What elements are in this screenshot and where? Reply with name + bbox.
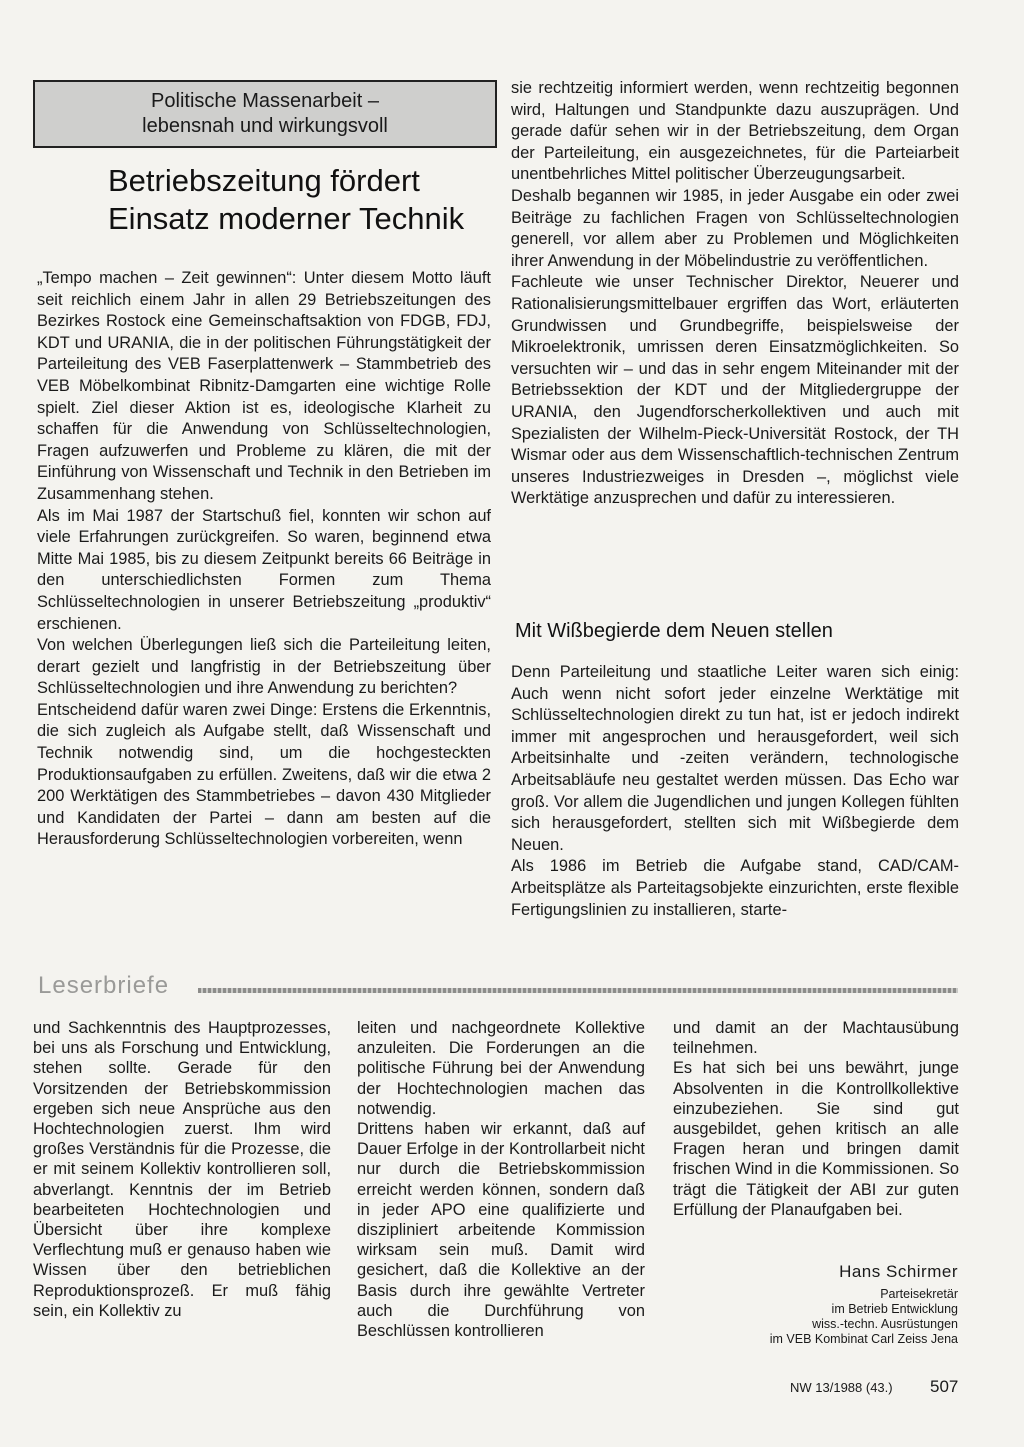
article-headline (108, 162, 508, 238)
paragraph: Entscheidend dafür waren zwei Dinge: Erstens die Erkenntnis, die sich zugleich als Aufgabe stellt, daß Wissenschaft und Technik notwendig sind, um die hochgesteckten Produktionsaufgaben zu erfüllen. Zweitens, daß wir die etwa 2 200 Werktätigen des Stammbetriebes – davon 430 Mitglieder und Kandidaten der Partei – dann am besten auf die Herausforderung Schlüsseltechnologien vorbereiten, wenn (37, 700, 491, 849)
paragraph: Fachleute wie unser Technischer Direktor, Neuerer und Rationalisierungsmittelbauer ergriffen das Wort, erläuterten Grundwissen und Grundbegriffe, beispielsweise der Mikroelektronik, umrissen deren Einsatzmöglichkeiten. So versuchten wir – und das in sehr engem Miteinander mit der Betriebssektion der KDT und der Mitgliedergruppe der URANIA, den Jugendforscherkollektiven und auch mit Spezialisten der Wilhelm-Pieck-Universität Rostock, der TH Wismar oder aus dem Wissenschaftlich-technischen Zentrum unseres Industriezweiges in Dresden –, möglichst viele Werktätige anzusprechen und dafür zu interessieren. (511, 273, 959, 508)
kicker-line-2: lebensnah und wirkungsvoll (142, 115, 388, 137)
paragraph: Von welchen Überlegungen ließ sich die Parteileitung leiten, derart gezielt und langfristig in der Betriebszeitung über Schlüsseltechnologien und ihre Anwendung zu berichten? (37, 636, 491, 698)
issue-reference: NW 13/1988 (43.) (790, 1380, 893, 1395)
paragraph: Es hat sich bei uns bewährt, junge Absolventen in die Kontrollkollektive einzubeziehen. Sie sind gut ausgebildet, gehen kritisch an alle Fragen heran und bringen damit frischen Wind in die Kommissionen. So trägt die Tätigkeit der ABI zur guten Erfüllung der Planaufgaben bei. (673, 1059, 959, 1219)
leserbriefe-title: Leserbriefe (38, 972, 170, 999)
signature-dept: im Betrieb Entwicklung (831, 1302, 958, 1316)
paragraph: sie rechtzeitig informiert werden, wenn rechtzeitig begonnen wird, Haltungen und Standpunkte dazu auszuprägen. Und gerade dafür sehen wir in der Betriebszeitung, dem Organ der Parteileitung, ein ausgezeichnetes, für die Parteiarbeit unentbehrliches Mittel politischer Überzeugungsarbeit. (511, 79, 959, 184)
kicker-line-1: Politische Massenarbeit – (151, 90, 379, 112)
article-column-left (37, 268, 491, 851)
section-divider (198, 988, 958, 993)
signature-name: Hans Schirmer (839, 1262, 958, 1281)
page-number: 507 (930, 1377, 959, 1396)
paragraph: und damit an der Machtausübung teilnehmen. (673, 1019, 959, 1058)
article-column-right-lower (511, 662, 959, 921)
headline-line-1: Betriebszeitung fördert (108, 163, 420, 198)
signature-org: im VEB Kombinat Carl Zeiss Jena (769, 1332, 958, 1346)
signature-role: Parteisekretär (880, 1287, 958, 1301)
letter-column-1 (33, 1018, 331, 1321)
paragraph: Denn Parteileitung und staatliche Leiter waren sich einig: Auch wenn nicht sofort jeder einzelne Werktätige mit Schlüsseltechnologien direkt zu tun hat, ist er jedoch indirekt immer mit angesprochen und herausgefordert, weil sich Arbeitsinhalte und -zeiten verändern, technologische Arbeitsabläufe neu gestaltet werden müssen. Das Echo war groß. Vor allem die Jugendlichen und jungen Kollegen fühlten sich herausgefordert, stellten sich mit Wißbegierde dem Neuen. (511, 663, 959, 854)
paragraph: leiten und nachgeordnete Kollektive anzuleiten. Die Forderungen an die politische Führung bei der Anwendung der Hochtechnologien machen das notwendig. (357, 1019, 645, 1118)
paragraph: Deshalb begannen wir 1985, in jeder Ausgabe ein oder zwei Beiträge zu fachlichen Fragen von Schlüsseltechnologien generell, vor allem aber zu Problemen und Möglichkeiten ihrer Anwendung in der Möbelindustrie zu veröffentlichen. (511, 186, 959, 270)
paragraph: Als 1986 im Betrieb die Aufgabe stand, CAD/CAM-Arbeitsplätze als Parteitagsobjekte einzurichten, erste flexible Fertigungslinien zu installieren, starte- (511, 857, 959, 919)
paragraph: Als im Mai 1987 der Startschuß fiel, konnten wir schon auf viele Erfahrungen zurückgreifen. So waren, beginnend etwa Mitte Mai 1985, bis zu diesem Zeitpunkt bereits 66 Beiträge in den unterschiedlichsten Formen zum Thema Schlüsseltechnologien in unserer Betriebszeitung „produktiv“ erschienen. (37, 506, 491, 633)
signature-dept-2: wiss.-techn. Ausrüstungen (812, 1317, 958, 1331)
letter-column-2 (357, 1018, 645, 1341)
letter-column-3 (673, 1018, 959, 1220)
paragraph: und Sachkenntnis des Hauptprozesses, bei uns als Forschung und Entwicklung, stehen sollte. Gerade für den Vorsitzenden der Betriebskommission ergeben sich neue Ansprüche aus den Hochtechnologien zuerst. Ihm wird großes Verständnis für die Prozesse, die er mit seinem Kollektiv kontrollieren soll, abverlangt. Kenntnis der im Betrieb bearbeiteten Hochtechnologien und Übersicht über ihre komplexe Verflechtung muß er genauso haben wie Wissen über den betrieblichen Reproduktionsprozeß. Er muß fähig sein, ein Kollektiv zu (33, 1019, 331, 1320)
kicker-box (33, 80, 497, 148)
headline-line-2: Einsatz moderner Technik (108, 201, 465, 236)
paragraph: Drittens haben wir erkannt, daß auf Dauer Erfolge in der Kontrollarbeit nicht nur durch die Betriebskommission erreicht werden können, sondern daß in jeder APO eine qualifizierte und diszipliniert arbeitende Kommission wirksam sein muß. Damit wird gesichert, daß die Kollektive an der Basis durch ihre gewählte Vertreter auch die Durchführung von Beschlüssen kontrollieren (357, 1120, 645, 1341)
article-column-right (511, 78, 959, 510)
article-subheading: Mit Wißbegierde dem Neuen stellen (515, 620, 833, 642)
paragraph: „Tempo machen – Zeit gewinnen“: Unter diesem Motto läuft seit reichlich einem Jahr in allen 29 Betriebszeitungen des Bezirkes Rostock eine Gemeinschaftsaktion von FDGB, FDJ, KDT und URANIA, die in der politischen Führungstätigkeit der Parteileitung des VEB Faserplattenwerk – Stammbetrieb des VEB Möbelkombinat Ribnitz-Damgarten eine wichtige Rolle spielt. Ziel dieser Aktion ist es, ideologische Klarheit zu schaffen für die Anwendung von Schlüsseltechnologien, Fragen aufzuwerfen und Probleme zu klären, die mit der Einführung von Wissenschaft und Technik in den Betrieben im Zusammenhang stehen. (37, 269, 491, 503)
